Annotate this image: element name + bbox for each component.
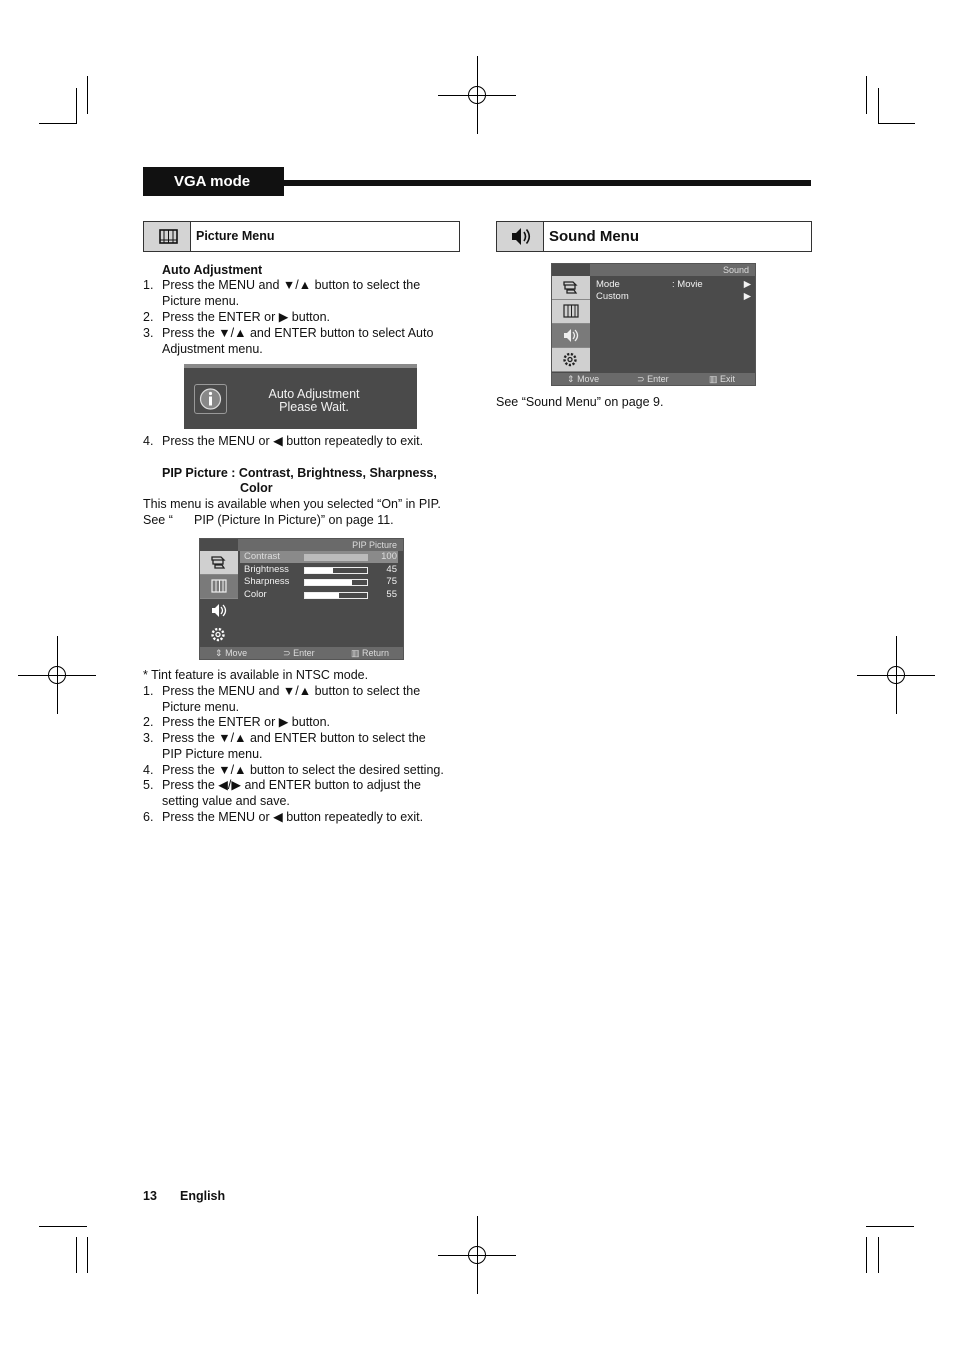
auto-adjustment-heading: Auto Adjustment	[162, 263, 263, 277]
registration-mark	[879, 658, 913, 692]
return-hint: ▥ Return	[351, 648, 390, 658]
osd-message: Auto Adjustment	[268, 387, 360, 401]
osd-title-bar	[238, 539, 403, 551]
sound-menu-icon	[552, 324, 590, 348]
step-number: 2.	[143, 715, 154, 729]
step-text: setting value and save.	[162, 794, 290, 808]
step-text: Press the ◀/▶ and ENTER button to adjust the	[162, 778, 421, 792]
enter-hint: ⊃ Enter	[283, 648, 315, 658]
step-number: 3.	[143, 326, 154, 340]
sound-menu-icon	[200, 599, 238, 622]
move-hint: ⇕ Move	[215, 648, 248, 658]
sound-menu-title: Sound Menu	[549, 228, 639, 245]
registration-mark	[460, 1238, 494, 1272]
crop-mark	[878, 123, 915, 124]
picture-menu-icon	[200, 575, 238, 599]
tint-note: * Tint feature is available in NTSC mode.	[143, 668, 369, 682]
crop-mark	[76, 88, 77, 124]
osd-title-bar	[590, 264, 755, 276]
step-number: 4.	[143, 763, 154, 777]
step-text: Press the ▼/▲ button to select the desired setting.	[162, 763, 444, 777]
section-rule	[284, 180, 811, 186]
pip-intro: This menu is available when you selected “On” in PIP.	[143, 497, 441, 511]
menu-icon: ▥	[709, 374, 718, 384]
pip-picture-osd	[199, 538, 404, 660]
registration-mark	[40, 658, 74, 692]
picture-menu-title: Picture Menu	[196, 229, 275, 243]
crop-mark	[866, 1237, 867, 1273]
crop-mark	[76, 1237, 77, 1273]
osd-title: PIP Picture	[352, 540, 397, 550]
exit-hint: ▥ Exit	[709, 374, 736, 384]
sound-menu-header	[496, 221, 812, 252]
osd-item-label: Sharpness	[244, 576, 290, 587]
custom-label[interactable]: Custom	[596, 291, 629, 302]
step-text: Press the ENTER or ▶ button.	[162, 310, 331, 324]
osd-item-value: 45	[386, 564, 397, 575]
osd-title: Sound	[722, 265, 749, 275]
picture-icon	[144, 222, 191, 251]
osd-item-label: Color	[244, 589, 267, 600]
osd-message: Please Wait.	[279, 400, 349, 414]
sound-menu-reference: See “Sound Menu” on page 9.	[496, 395, 664, 409]
step-text: Picture menu.	[162, 294, 240, 308]
step-number: 5.	[143, 778, 154, 792]
up-down-icon: ⇕	[567, 374, 575, 384]
step-text: Press the ▼/▲ and ENTER button to select the	[162, 731, 426, 745]
step-text: PIP Picture menu.	[162, 747, 263, 761]
up-down-icon: ⇕	[215, 648, 223, 658]
osd-item-value: 55	[386, 589, 397, 600]
registration-mark	[460, 78, 494, 112]
osd-help-bar	[200, 647, 403, 659]
input-menu-icon	[552, 276, 590, 300]
sound-osd	[551, 263, 756, 386]
step-number: 6.	[143, 810, 154, 824]
osd-item-label: Brightness	[244, 564, 289, 575]
setup-gear-icon	[552, 348, 590, 372]
step-number: 2.	[143, 310, 154, 324]
crop-mark	[87, 76, 88, 114]
crop-mark	[39, 123, 76, 124]
step-number: 1.	[143, 278, 154, 292]
osd-item-value: 100	[381, 551, 397, 562]
contrast-slider[interactable]	[304, 554, 368, 561]
brightness-slider[interactable]	[304, 567, 368, 574]
step-text: Press the ▼/▲ and ENTER button to select Auto	[162, 326, 434, 340]
step-text: Press the MENU and ▼/▲ button to select the	[162, 684, 421, 698]
mode-label: Mode	[596, 279, 620, 290]
pip-heading: Color	[240, 481, 273, 495]
color-slider[interactable]	[304, 592, 368, 599]
osd-item-value: 75	[386, 576, 397, 587]
pip-intro: See “	[143, 513, 173, 527]
menu-icon: ▥	[351, 648, 360, 658]
auto-adjustment-osd	[184, 364, 417, 429]
sharpness-slider[interactable]	[304, 579, 368, 586]
enter-hint: ⊃ Enter	[637, 374, 669, 384]
enter-icon: ⊃	[637, 374, 645, 384]
step-text: Press the MENU or ◀ button repeatedly to exit.	[162, 810, 424, 824]
osd-item-label: Contrast	[244, 551, 280, 562]
step-number: 1.	[143, 684, 154, 698]
crop-mark	[87, 1237, 88, 1273]
chevron-right-icon[interactable]: ▶	[743, 279, 751, 290]
step-text: Press the MENU or ◀ button repeatedly to exit.	[162, 434, 424, 448]
speaker-icon	[497, 222, 544, 251]
chevron-right-icon[interactable]: ▶	[743, 291, 751, 302]
step-text: Picture menu.	[162, 700, 240, 714]
section-title: VGA mode	[143, 167, 284, 196]
move-hint: ⇕ Move	[567, 374, 600, 384]
picture-menu-icon	[552, 300, 590, 324]
step-text: Press the MENU and ▼/▲ button to select the	[162, 278, 421, 292]
page-number: 13	[143, 1189, 157, 1203]
input-menu-icon	[200, 551, 238, 575]
pip-intro: PIP (Picture In Picture)” on page 11.	[194, 513, 394, 527]
step-text: Press the ENTER or ▶ button.	[162, 715, 331, 729]
setup-gear-icon	[200, 623, 238, 646]
footer-language: English	[180, 1189, 226, 1203]
crop-mark	[878, 1237, 879, 1273]
picture-menu-header	[143, 221, 460, 252]
crop-mark	[878, 88, 879, 124]
crop-mark	[866, 1226, 914, 1227]
crop-mark	[39, 1226, 87, 1227]
pip-heading: PIP Picture : Contrast, Brightness, Sharpness,	[162, 466, 437, 480]
step-number: 3.	[143, 731, 154, 745]
mode-value[interactable]: : Movie	[672, 279, 703, 290]
step-number: 4.	[143, 434, 154, 448]
osd-help-bar	[552, 373, 755, 385]
info-icon	[194, 384, 227, 414]
step-text: Adjustment menu.	[162, 342, 263, 356]
crop-mark	[866, 76, 867, 114]
enter-icon: ⊃	[283, 648, 291, 658]
